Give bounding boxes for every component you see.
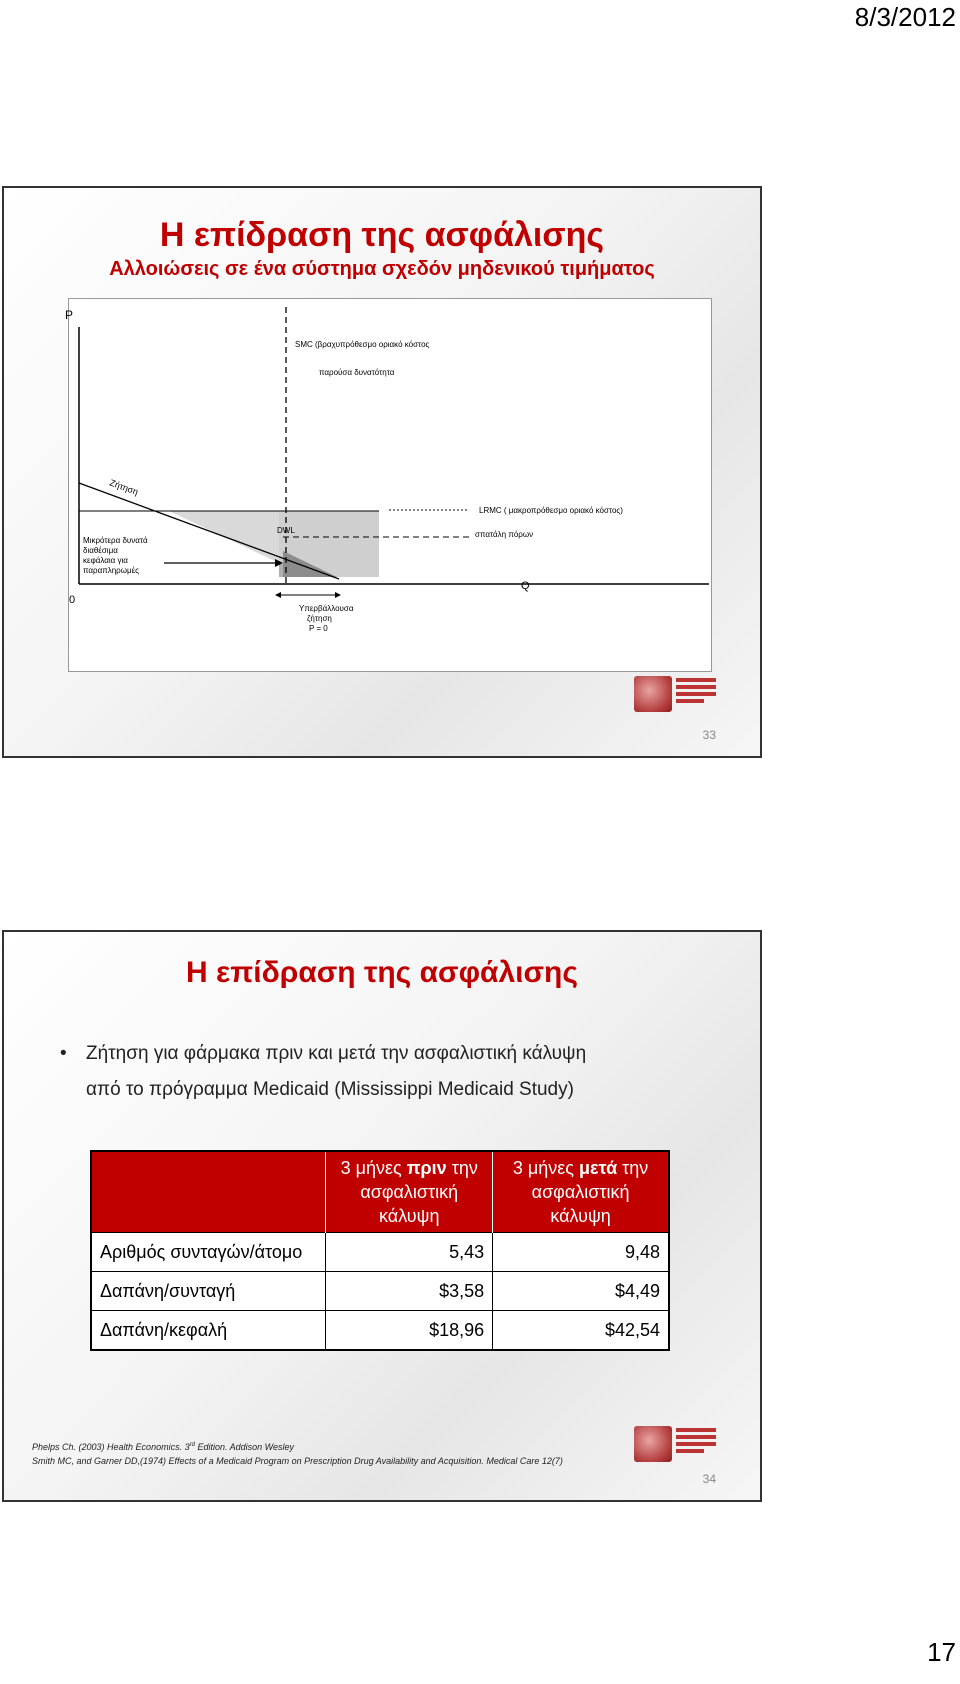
smaller-capital-line-2: διαθέσιμα (83, 546, 118, 555)
reference-1 (32, 1438, 563, 1454)
waste-label: σπατάλη πόρων (475, 530, 534, 539)
lrmc-label: LRMC ( μακροπρόθεσμο οριακό κόστος) (479, 506, 623, 515)
diagram-svg (65, 299, 711, 671)
x-axis-label: Q (521, 580, 530, 592)
slide-number: 34 (702, 1472, 716, 1486)
bullet-point (60, 1036, 700, 1108)
header-empty (91, 1151, 326, 1233)
economics-diagram (65, 298, 712, 672)
slide-title: Η επίδραση της ασφάλισης (159, 216, 605, 254)
bullet-line-1: Ζήτηση για φάρμακα πριν και μετά την ασφαλιστική κάλυψη (86, 1043, 587, 1064)
bullet-line-2: από το πρόγραμμα Medicaid (Mississippi Medicaid Study) (86, 1079, 574, 1100)
date-header: 8/3/2012 (854, 2, 956, 32)
row-after: 9,48 (493, 1233, 669, 1272)
header-before-e: κάλυψη (379, 1206, 440, 1226)
demand-label: Ζήτηση (108, 477, 140, 498)
header-before (326, 1151, 493, 1233)
logo-icon (634, 1426, 716, 1462)
header-after-c: την (622, 1158, 649, 1178)
capacity-label: παρούσα δυνατότητα (319, 368, 395, 377)
arrow-right-icon (335, 592, 341, 598)
page-number: 17 (927, 1637, 956, 1667)
table-header-row (91, 1151, 669, 1233)
slide-subtitle: Αλλοιώσεις σε ένα σύστημα σχεδόν μηδενικού τιμήματος (109, 258, 655, 280)
smaller-capital-line-3: κεφάλαια για (83, 556, 128, 565)
excess-demand-line-2: ζήτηση (307, 614, 332, 623)
smaller-capital-line-1: Μικρότερα δυνατά (83, 536, 148, 545)
header-before-d: ασφαλιστική (360, 1182, 459, 1202)
smc-label: SMC (βραχυπρόθεσμο οριακό κόστος (295, 340, 430, 349)
reference-1-sup: rd (189, 1442, 195, 1448)
header-after (493, 1151, 669, 1233)
slide-number: 33 (702, 728, 716, 742)
arrow-left-icon (275, 592, 281, 598)
excess-demand-line-1: Υπερβάλλουσα (299, 604, 354, 613)
table-row (91, 1233, 669, 1272)
row-after: $4,49 (493, 1272, 669, 1311)
row-before: $18,96 (326, 1311, 493, 1351)
header-after-e: κάλυψη (550, 1206, 611, 1226)
row-before: $3,58 (326, 1272, 493, 1311)
dwl-label: DWL (277, 526, 295, 535)
row-after: $42,54 (493, 1311, 669, 1351)
row-label: Δαπάνη/κεφαλή (91, 1311, 326, 1351)
y-axis-label: P (65, 308, 74, 322)
slide-title: Η επίδραση της ασφάλισης (186, 956, 578, 989)
references (32, 1438, 563, 1468)
header-after-a: 3 μήνες (512, 1158, 574, 1178)
header-before-a: 3 μήνες (340, 1158, 402, 1178)
smaller-capital-line-4: παραπληρωμές (83, 566, 140, 575)
prescription-table (90, 1150, 670, 1351)
table-row (91, 1272, 669, 1311)
table-row (91, 1311, 669, 1351)
header-after-b: μετά (578, 1158, 618, 1178)
reference-2: Smith MC, and Garner DD,(1974) Effects of a Medicaid Program on Prescription Drug Availability and Acquisition. Medical Care 12(7) (32, 1456, 563, 1466)
row-before: 5,43 (326, 1233, 493, 1272)
origin-label: 0 (69, 594, 76, 606)
slide-33 (2, 186, 762, 758)
reference-1-a: Phelps Ch. (2003) Health Economics. 3 (32, 1442, 190, 1452)
logo-icon (634, 676, 716, 712)
bullet-icon: • (60, 1043, 67, 1064)
header-before-b: πριν (406, 1158, 447, 1178)
excess-demand-line-3: P = 0 (309, 624, 328, 633)
slide-34 (2, 930, 762, 1502)
header-before-c: την (451, 1158, 478, 1178)
row-label: Αριθμός συνταγών/άτομο (91, 1233, 326, 1272)
reference-1-b: Edition. Addison Wesley (194, 1442, 294, 1452)
row-label: Δαπάνη/συνταγή (91, 1272, 326, 1311)
header-after-d: ασφαλιστική (531, 1182, 630, 1202)
